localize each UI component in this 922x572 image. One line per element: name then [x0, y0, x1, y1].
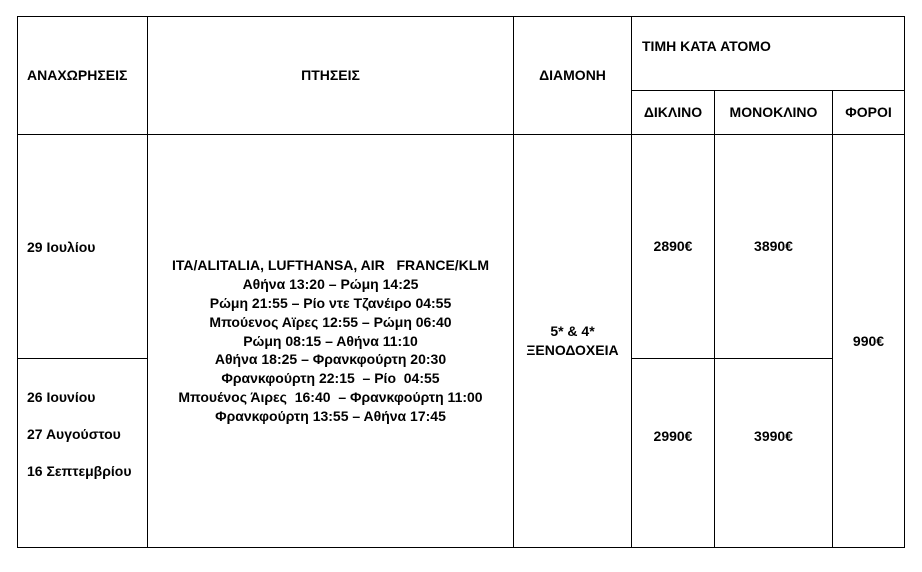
departure-dates-row-1 — [18, 135, 148, 359]
departure-dates-row-2 — [18, 359, 148, 548]
departure-date: 16 Σεπτεμβρίου — [27, 462, 132, 479]
flight-leg: Ρώμη 08:15 – Αθήνα 11:10 — [243, 332, 418, 349]
single-room-header: ΜΟΝΟΚΛΙΝΟ — [715, 91, 833, 135]
double-price-row-2: 2990€ — [632, 359, 715, 548]
single-price-row-2: 3990€ — [715, 359, 833, 548]
flight-leg: Φρανκφούρτη 13:55 – Αθήνα 17:45 — [215, 408, 446, 425]
taxes-value: 990€ — [833, 135, 905, 548]
flights-header: ΠΤΗΣΕΙΣ — [148, 17, 514, 135]
flight-leg: Ρώμη 21:55 – Ρίο ντε Τζανέιρο 04:55 — [209, 294, 452, 311]
departure-date: 26 Ιουνίου — [27, 389, 96, 405]
accommodation-cell — [514, 135, 632, 548]
departures-header: ΑΝΑΧΩΡΗΣΕΙΣ — [18, 17, 148, 135]
hotel-stars: 5* & 4* — [550, 323, 595, 340]
flight-leg: Φρανκφούρτη 22:15 – Ρίο 04:55 — [221, 370, 440, 387]
departure-date: 29 Ιουλίου — [27, 239, 96, 255]
flight-leg: Μπουένος Άιρες 16:40 – Φρανκφούρτη 11:00 — [178, 389, 483, 406]
double-price-row-1: 2890€ — [632, 135, 715, 359]
airlines: ITA/ALITALIA, LUFTHANSA, AIR FRANCE/KLM — [171, 256, 490, 273]
flight-leg: Αθήνα 13:20 – Ρώμη 14:25 — [242, 275, 419, 292]
double-room-header: ΔΙΚΛΙΝΟ — [632, 91, 715, 135]
price-per-person-header: ΤΙΜΗ ΚΑΤΑ ΑΤΟΜΟ — [632, 17, 905, 91]
departure-date: 27 Αυγούστου — [27, 425, 121, 442]
flight-leg: Αθήνα 18:25 – Φρανκφούρτη 20:30 — [214, 351, 447, 368]
tour-price-table — [17, 16, 905, 548]
hotel-label: ΞΕΝΟΔΟΧΕΙΑ — [526, 342, 619, 358]
single-price-row-1: 3890€ — [715, 135, 833, 359]
flight-leg: Μπούενος Αϊρες 12:55 – Ρώμη 06:40 — [209, 313, 452, 330]
accommodation-header: ΔΙΑΜΟΝΗ — [514, 17, 632, 135]
taxes-header: ΦΟΡΟΙ — [833, 91, 905, 135]
flights-cell — [148, 135, 514, 548]
